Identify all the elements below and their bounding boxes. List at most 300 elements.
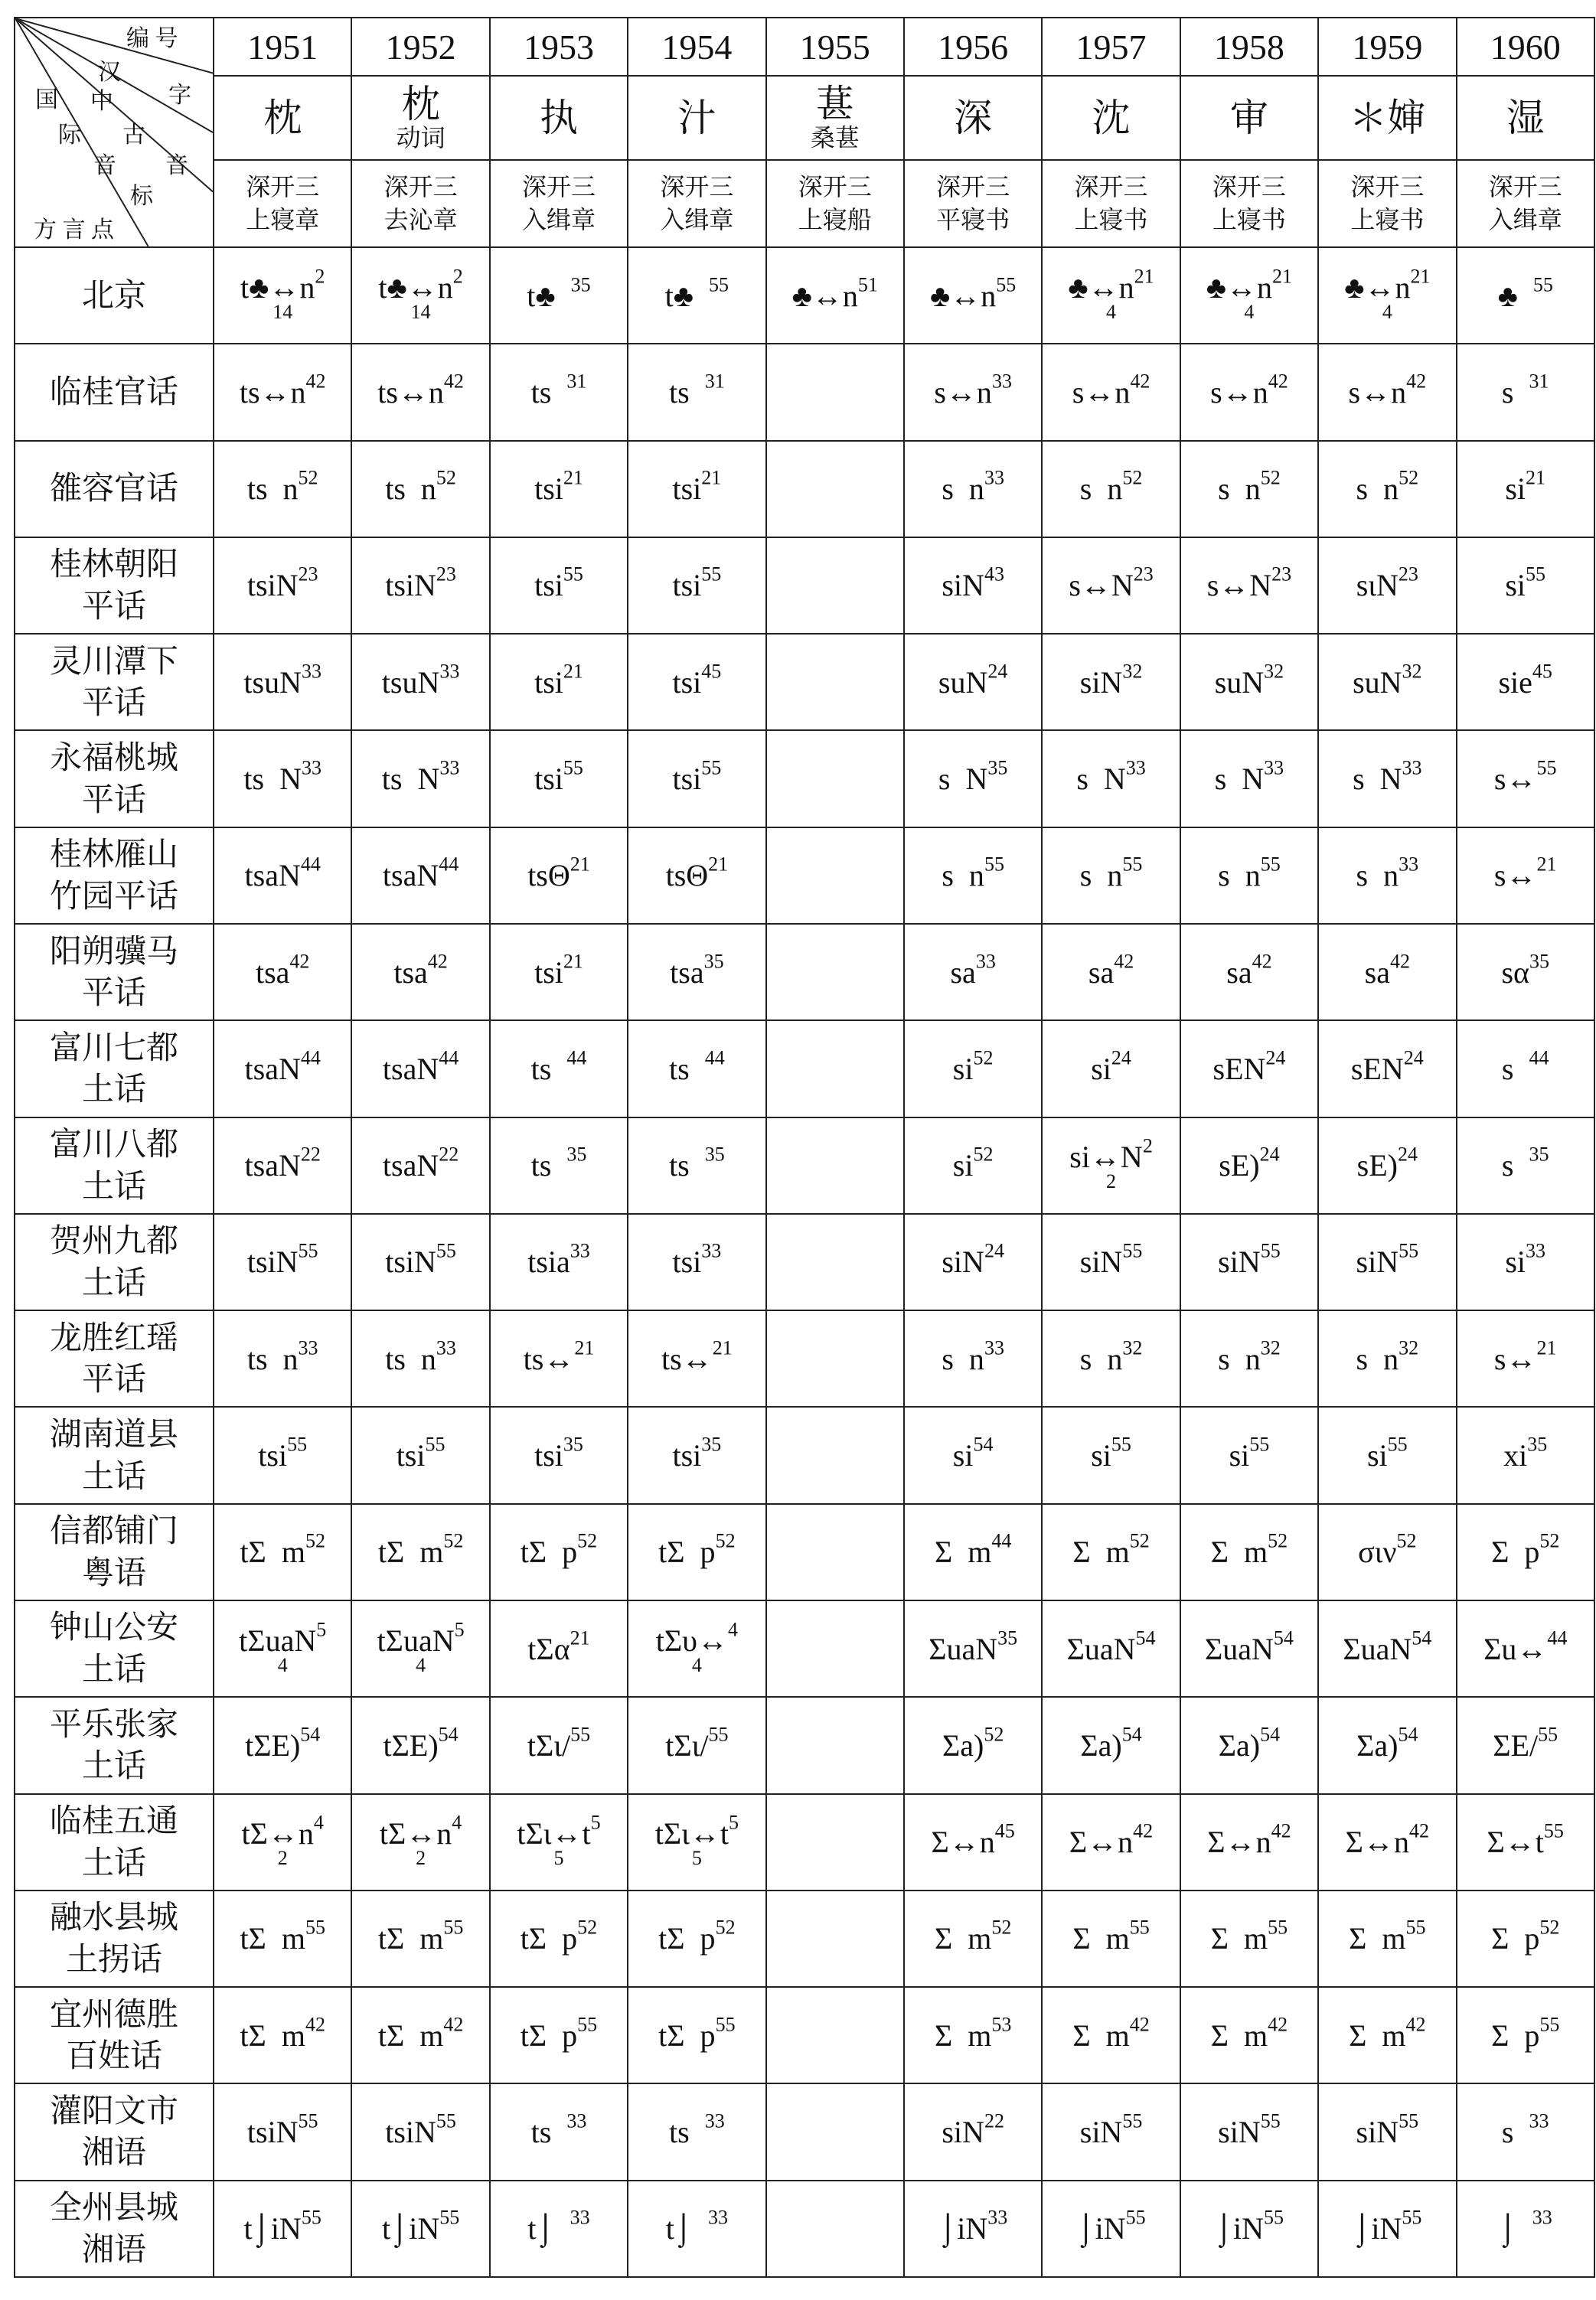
tone-value: 32 (1264, 660, 1284, 683)
tone-value: 55 (1122, 2109, 1143, 2132)
location-line: 临桂五通 (49, 1802, 178, 1840)
ipa-text: Σ m (1349, 2018, 1406, 2053)
header-corner-cell (15, 18, 214, 247)
pronunciation-cell (1180, 247, 1318, 344)
tone-value: 42 (1268, 370, 1288, 393)
tone-value: 42 (1133, 1819, 1154, 1842)
pronunciation-cell (214, 537, 351, 634)
pronunciation-cell (628, 634, 765, 730)
dialect-location (15, 441, 214, 537)
pronunciation-cell (1180, 730, 1318, 827)
tone-value: 42 (443, 370, 464, 393)
tone-value: 52 (1122, 466, 1143, 489)
dialect-row (15, 1504, 1594, 1600)
ipa-text: tsi (534, 762, 563, 797)
pronunciation-cell (904, 2181, 1042, 2277)
pronunciation-cell (1180, 537, 1318, 634)
pronunciation-cell (1318, 924, 1456, 1020)
ipa-text: s↔ (1493, 858, 1537, 893)
dialect-location (15, 1310, 214, 1407)
ipa-text: suN (1214, 664, 1265, 700)
tone-value: 21 (563, 950, 583, 973)
tone-value: 33 (566, 2109, 587, 2132)
tone-value: 55 (298, 1239, 318, 1262)
ipa-text: siN (1218, 1245, 1261, 1280)
character-glyph: 沈 (1092, 96, 1131, 139)
pronunciation-cell (1457, 1794, 1594, 1891)
ipa-text: ts (669, 1051, 705, 1086)
tone-value: 5 (729, 1811, 739, 1834)
category-line: 上寝章 (246, 206, 320, 233)
dialect-row (15, 1891, 1594, 1987)
tone-value: 33 (570, 1239, 590, 1262)
ipa-text: tsi (672, 568, 702, 603)
pronunciation-cell (490, 1214, 628, 1310)
pronunciation-cell (1042, 827, 1180, 924)
pronunciation-cell (490, 441, 628, 537)
tone-value: 32 (1402, 660, 1422, 683)
pronunciation-cell (766, 730, 904, 827)
ipa-text: si (952, 1438, 974, 1473)
tone-value: 42 (1129, 2013, 1150, 2036)
pronunciation-cell (1042, 924, 1180, 1020)
tone-value: 54 (973, 1433, 994, 1456)
pronunciation-cell (628, 1310, 765, 1407)
tone-value: 42 (1408, 1819, 1429, 1842)
pronunciation-cell (904, 827, 1042, 924)
tone-value: 55 (1532, 273, 1553, 296)
pronunciation-cell (628, 1020, 765, 1117)
pronunciation-cell (214, 1020, 351, 1117)
pronunciation-cell (490, 924, 628, 1020)
pronunciation-cell (490, 634, 628, 730)
pronunciation-cell (1318, 1310, 1456, 1407)
tone-value: 33 (1125, 756, 1146, 779)
dialect-row (15, 1214, 1594, 1310)
tone-value: 44 (300, 1046, 321, 1069)
pronunciation-cell (1180, 1600, 1318, 1697)
ipa-text: ΣuaN (1343, 1631, 1412, 1666)
middle-chinese-category (1457, 160, 1594, 247)
tone-value: 42 (1406, 370, 1427, 393)
ipa-text: ⌡iN (1214, 2211, 1265, 2246)
pronunciation-cell (351, 344, 489, 440)
dialect-row (15, 1987, 1594, 2083)
pronunciation-cell (351, 634, 489, 730)
tone-value: 42 (427, 950, 448, 973)
corner-diagonal-lines (15, 18, 213, 246)
dialect-row (15, 537, 1594, 634)
pronunciation-cell (628, 2181, 765, 2277)
ipa-text: tΣι↔t (654, 1816, 729, 1851)
dialect-location (15, 247, 214, 344)
pronunciation-cell (904, 441, 1042, 537)
pronunciation-cell (628, 1407, 765, 1503)
tone-value: 42 (305, 2013, 325, 2036)
category-line: 入缉章 (1488, 206, 1562, 233)
tone-value: 21 (570, 1626, 590, 1649)
ipa-text: tsiN (385, 2114, 436, 2149)
tone-value: 2 (315, 265, 325, 288)
ipa-text: Σ↔n (931, 1825, 995, 1860)
ipa-text: siN (942, 1245, 984, 1280)
location-line: 雒容官话 (49, 469, 178, 507)
pronunciation-cell (214, 634, 351, 730)
tone-value: 44 (704, 1046, 725, 1069)
middle-chinese-category (1042, 160, 1180, 247)
pronunciation-cell (904, 1020, 1042, 1117)
tone-value: 42 (289, 950, 310, 973)
ipa-text: ts N (381, 762, 440, 797)
ipa-text: tsiN (385, 568, 436, 603)
dialect-location (15, 1020, 214, 1117)
pronunciation-cell (1180, 924, 1318, 1020)
tone-value: 21 (563, 466, 583, 489)
tone-value: 35 (1529, 1143, 1549, 1166)
ipa-text: Σ m (1072, 2018, 1130, 2053)
location-line: 桂林朝阳 (49, 545, 178, 583)
pronunciation-cell (1457, 344, 1594, 440)
tone-value-continued: 4 (277, 1653, 288, 1676)
tone-value: 32 (1399, 1336, 1419, 1359)
pronunciation-cell (1318, 247, 1456, 344)
pronunciation-cell (1457, 1310, 1594, 1407)
pronunciation-cell (904, 1891, 1042, 1987)
pronunciation-cell (351, 1600, 489, 1697)
ipa-text: tsiN (385, 1245, 436, 1280)
tone-value: 23 (436, 563, 456, 586)
location-line: 湘语 (81, 2230, 146, 2268)
pronunciation-cell (766, 2181, 904, 2277)
pronunciation-cell (490, 1117, 628, 1214)
tone-value-continued: 14 (410, 300, 431, 323)
category-line: 深开三 (936, 172, 1010, 201)
tone-value: 55 (1264, 2206, 1284, 2229)
middle-chinese-category (351, 160, 489, 247)
pronunciation-cell (1180, 634, 1318, 730)
tone-value: 55 (287, 1433, 308, 1456)
tone-value: 33 (436, 1336, 456, 1359)
dialect-location (15, 1214, 214, 1310)
tone-value: 35 (987, 756, 1008, 779)
pronunciation-cell (1180, 1214, 1318, 1310)
tone-value: 24 (987, 660, 1008, 683)
pronunciation-cell (1457, 1987, 1594, 2083)
tone-value: 33 (301, 756, 321, 779)
tone-value: 42 (1130, 370, 1150, 393)
ipa-text: s n (1356, 1341, 1399, 1376)
ipa-text: s↔ (1493, 1341, 1537, 1376)
tone-value: 54 (1398, 1723, 1418, 1746)
tone-value: 55 (577, 2013, 598, 2036)
location-line: 土话 (81, 1747, 146, 1785)
location-line: 平话 (81, 780, 146, 818)
dialect-location (15, 2083, 214, 2180)
location-line: 土话 (81, 1843, 146, 1881)
ipa-text: s (1501, 1148, 1529, 1183)
tone-value: 22 (300, 1143, 321, 1166)
column-number: 1960 (1457, 18, 1594, 76)
ipa-text: Σ m (1072, 1921, 1130, 1956)
ipa-text: tΣ↔n (241, 1816, 314, 1851)
pronunciation-cell (351, 1310, 489, 1407)
tone-value: 55 (1122, 853, 1143, 876)
dialect-location (15, 634, 214, 730)
pronunciation-cell (214, 1504, 351, 1600)
pronunciation-cell (628, 1214, 765, 1310)
ipa-text: s n (1079, 1341, 1123, 1376)
tone-value: 33 (1399, 853, 1419, 876)
ipa-text: ⌡iN (938, 2211, 988, 2246)
category-line: 上寝书 (1350, 206, 1425, 233)
pronunciation-cell (1042, 441, 1180, 537)
ipa-text: t⌡iN (243, 2211, 302, 2246)
pronunciation-cell (628, 1987, 765, 2083)
pronunciation-cell (904, 1117, 1042, 1214)
tone-value: 23 (1398, 563, 1418, 586)
ipa-text: sιN (1356, 568, 1399, 603)
tone-value: 55 (1125, 2206, 1146, 2229)
ipa-text: tΣ p (520, 2018, 578, 2053)
tone-value: 55 (708, 1723, 729, 1746)
tone-value: 35 (570, 273, 591, 296)
tone-value: 55 (1387, 1433, 1408, 1456)
pronunciation-cell (490, 1600, 628, 1697)
ipa-text: si (1091, 1438, 1111, 1473)
ipa-text: tsi (534, 1438, 563, 1473)
location-line: 信都铺门 (49, 1512, 178, 1550)
tone-value: 5 (316, 1618, 327, 1641)
pronunciation-cell (490, 1310, 628, 1407)
ipa-text: σιν (1358, 1535, 1397, 1570)
ipa-text: tsi (672, 762, 702, 797)
tone-value: 4 (452, 1811, 462, 1834)
character-glyph: 汁 (677, 96, 716, 139)
pronunciation-cell (1042, 1407, 1180, 1503)
column-number: 1952 (351, 18, 489, 76)
dialect-location (15, 344, 214, 440)
pronunciation-cell (490, 1794, 628, 1891)
tone-value: 51 (857, 273, 878, 296)
pronunciation-cell (1457, 924, 1594, 1020)
pronunciation-cell (1180, 441, 1318, 537)
pronunciation-cell (351, 1214, 489, 1310)
tone-value: 52 (715, 1916, 736, 1939)
pronunciation-cell (766, 1891, 904, 1987)
middle-chinese-category (766, 160, 904, 247)
ipa-text: ts (530, 1051, 567, 1086)
tone-value: 55 (701, 756, 722, 779)
tone-value: 55 (1539, 2013, 1560, 2036)
pronunciation-cell (628, 1504, 765, 1600)
tone-value: 42 (1268, 2013, 1288, 2036)
pronunciation-cell (1318, 2181, 1456, 2277)
corner-label-guo: 国 (35, 87, 58, 113)
pronunciation-cell (1318, 1600, 1456, 1697)
pronunciation-cell (628, 537, 765, 634)
pronunciation-cell (214, 1600, 351, 1697)
pronunciation-cell (351, 1987, 489, 2083)
pronunciation-cell (490, 537, 628, 634)
ipa-text: tsaN (382, 858, 439, 893)
ipa-text: ts (669, 2114, 705, 2149)
character-glyph: 枕 (401, 83, 440, 126)
dialect-location (15, 537, 214, 634)
tone-value: 52 (577, 1529, 598, 1552)
pronunciation-cell (1318, 1504, 1456, 1600)
tone-value: 52 (436, 466, 456, 489)
category-line: 深开三 (383, 172, 458, 201)
ipa-text: tsi (534, 954, 563, 990)
tone-value: 31 (1529, 370, 1549, 393)
dialect-row (15, 2083, 1594, 2180)
character-glyph: ＊婶 (1349, 96, 1426, 139)
pronunciation-cell (766, 1407, 904, 1503)
pronunciation-cell (214, 1117, 351, 1214)
pronunciation-cell (628, 344, 765, 440)
ipa-text: tsuN (243, 664, 302, 700)
tone-value: 24 (1111, 1046, 1131, 1069)
tone-value: 33 (991, 370, 1012, 393)
ipa-text: Σ m (934, 1535, 992, 1570)
tone-value: 54 (1121, 1723, 1142, 1746)
pronunciation-cell (766, 1310, 904, 1407)
pronunciation-cell (1457, 1117, 1594, 1214)
pronunciation-cell (351, 1794, 489, 1891)
ipa-text: tΣ m (240, 2018, 305, 2053)
ipa-text: t♣↔n (378, 269, 453, 305)
ipa-text: sa (950, 954, 976, 990)
column-character (1042, 76, 1180, 160)
ipa-text: Σa) (1356, 1727, 1399, 1763)
pronunciation-cell (490, 1020, 628, 1117)
tone-value: 21 (1536, 1336, 1557, 1359)
ipa-text: Σ p (1491, 1921, 1540, 1956)
location-line: 钟山公安 (49, 1608, 178, 1646)
tone-value: 35 (1529, 950, 1549, 973)
pronunciation-cell (628, 2083, 765, 2180)
ipa-text: t♣ (664, 278, 710, 313)
ipa-text: ΣE/ (1493, 1727, 1539, 1763)
ipa-text: tΣuaN (239, 1623, 317, 1658)
tone-value: 52 (1129, 1529, 1150, 1552)
tone-value: 55 (1402, 2206, 1422, 2229)
tone-value: 42 (1252, 950, 1272, 973)
dialect-row (15, 1407, 1594, 1503)
pronunciation-cell (766, 634, 904, 730)
pronunciation-cell (766, 537, 904, 634)
tone-value: 33 (1529, 2109, 1549, 2132)
tone-value: 33 (987, 2206, 1008, 2229)
pronunciation-cell (1318, 1117, 1456, 1214)
pronunciation-cell (1318, 1891, 1456, 1987)
pronunciation-cell (1318, 1214, 1456, 1310)
pronunciation-cell (904, 1310, 1042, 1407)
ipa-text: sα (1501, 954, 1529, 990)
pronunciation-cell (1042, 1214, 1180, 1310)
ipa-text: Σa) (1218, 1727, 1261, 1763)
dialect-row (15, 247, 1594, 344)
tone-value: 52 (1268, 1529, 1288, 1552)
location-line: 平话 (81, 683, 146, 722)
dialect-row (15, 1020, 1594, 1117)
tone-value: 35 (704, 1143, 725, 1166)
ipa-text: ΣuaN (929, 1631, 998, 1666)
ipa-text: s n (942, 471, 984, 507)
pronunciation-cell (1457, 1020, 1594, 1117)
location-line: 竹园平话 (49, 876, 178, 915)
middle-chinese-category (490, 160, 628, 247)
pronunciation-cell (766, 1794, 904, 1891)
pronunciation-cell (904, 2083, 1042, 2180)
ipa-text: tsaN (244, 1148, 301, 1183)
ipa-text: t⌡ (527, 2211, 570, 2246)
ipa-text: tΣ m (240, 1535, 305, 1570)
pronunciation-cell (1180, 1891, 1318, 1987)
ipa-text: Σ m (1072, 1535, 1130, 1570)
location-line: 龙胜红瑶 (49, 1318, 178, 1356)
ipa-text: tΣι/ (665, 1727, 709, 1763)
tone-value-continued: 5 (691, 1847, 702, 1870)
ipa-text: ts N (243, 762, 302, 797)
tone-value-continued: 2 (277, 1847, 288, 1870)
ipa-text: tΣ p (658, 1535, 716, 1570)
tone-value: 21 (712, 1336, 733, 1359)
tone-value: 44 (300, 853, 321, 876)
dialect-row (15, 344, 1594, 440)
dialect-location (15, 2181, 214, 2277)
ipa-text: tsi (534, 471, 563, 507)
ipa-text: siN (1079, 1245, 1123, 1280)
ipa-text: t⌡ (665, 2211, 708, 2246)
pronunciation-cell (490, 1697, 628, 1793)
location-line: 湖南道县 (49, 1414, 178, 1453)
location-line: 平话 (81, 586, 146, 625)
pronunciation-cell (628, 827, 765, 924)
ipa-text: tsi (672, 1438, 702, 1473)
tone-value: 55 (563, 563, 583, 586)
pronunciation-cell (628, 1891, 765, 1987)
character-gloss: 桑葚 (810, 123, 860, 152)
ipa-text: tsuN (381, 664, 440, 700)
tone-value: 52 (991, 1916, 1012, 1939)
column-character (1180, 76, 1318, 160)
character-glyph: 葚 (815, 83, 854, 126)
pronunciation-cell (628, 441, 765, 537)
tone-value: 52 (1260, 466, 1281, 489)
ipa-text: tΣ↔n (379, 1816, 452, 1851)
pronunciation-cell (628, 924, 765, 1020)
location-line: 平乐张家 (49, 1705, 178, 1743)
pronunciation-cell (214, 827, 351, 924)
dialect-location (15, 1697, 214, 1793)
dialect-row (15, 1310, 1594, 1407)
ipa-text: tsi (534, 568, 563, 603)
ipa-text: tsa (670, 954, 704, 990)
tone-value: 24 (1259, 1143, 1280, 1166)
pronunciation-cell (351, 1697, 489, 1793)
corner-label-gu: 古 (122, 122, 145, 148)
pronunciation-cell (1318, 344, 1456, 440)
ipa-text: s N (1353, 762, 1402, 797)
ipa-text: tΣuaN (377, 1623, 455, 1658)
tone-value: 35 (1527, 1433, 1548, 1456)
ipa-text: ♣↔n (1206, 269, 1273, 305)
column-character (351, 76, 489, 160)
tone-value: 52 (1399, 466, 1419, 489)
pronunciation-cell (1042, 344, 1180, 440)
tone-value: 54 (1273, 1626, 1294, 1649)
